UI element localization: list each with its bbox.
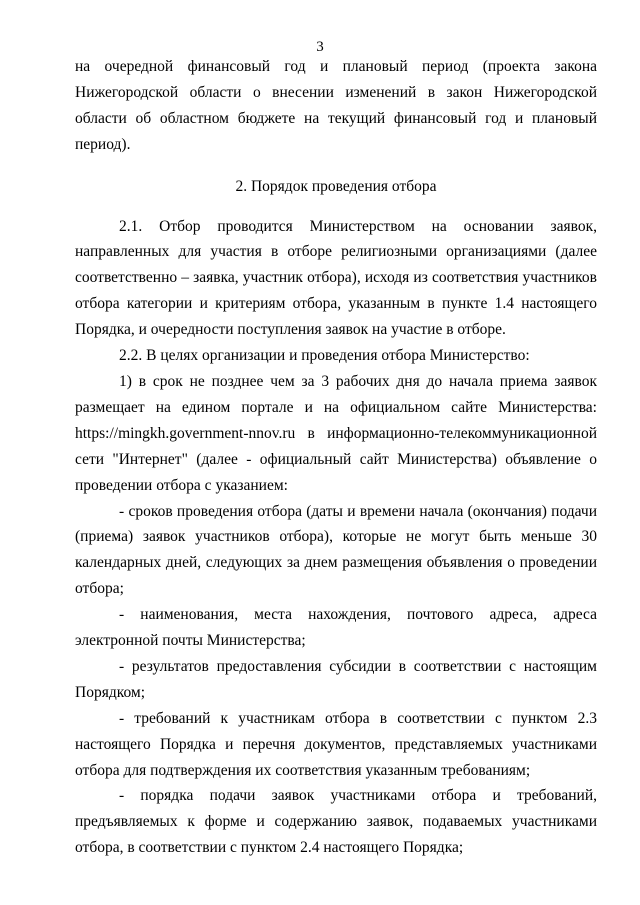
paragraph-2-2: 2.2. В целях организации и проведения отбора Министерство: xyxy=(119,347,530,365)
list-item-deadlines: - сроков проведения отбора (даты и времени начала (окончания) подачи (приема) заявок участников отбора), которые не могут быть меньше 30 календарных дней, следующих за днем размещения объявления о проведении отбора; xyxy=(75,502,597,598)
paragraph-2-1: 2.1. Отбор проводится Министерством на основании заявок, направленных для участия в отборе религиозными организациями (далее соответственно – заявка, участник отбора), исходя из соответствия участников отбора категории и критериям отбора, указанным в пункте 1.4 настоящего Порядка, и очередности поступления заявок на участие в отборе. xyxy=(75,217,597,339)
list-item-application-procedure: - порядка подачи заявок участниками отбора и требований, предъявляемых к форме и содержанию заявок, подаваемых участниками отбора, в соответствии с пунктом 2.4 настоящего Порядка; xyxy=(75,787,597,857)
paragraph-item-1: 1) в срок не позднее чем за 3 рабочих дня до начала приема заявок размещает на едином портале и на официальном сайте Министерства: https://mingkh.government-nnov.ru в информационно-телекоммуникационной сети "Интернет" (далее - официальный сайт Министерства) объявление о проведении отбора с указанием: xyxy=(75,372,597,494)
document-body xyxy=(75,54,597,861)
list-item-subsidy-results: - результатов предоставления субсидии в соответствии с настоящим Порядком; xyxy=(75,657,597,701)
list-item-participant-requirements: - требований к участникам отбора в соответствии с пунктом 2.3 настоящего Порядка и перечня документов, представляемых участниками отбора для подтверждения их соответствия указанным требованиям; xyxy=(75,709,597,779)
list-item-ministry-contacts: - наименования, места нахождения, почтового адреса, адреса электронной почты Министерства; xyxy=(75,606,597,650)
section-heading: 2. Порядок проведения отбора xyxy=(235,177,437,195)
page-number: 3 xyxy=(316,39,324,55)
paragraph-continuation: на очередной финансовый год и плановый период (проекта закона Нижегородской области о внесении изменений в закон Нижегородской области об областном бюджете на текущий финансовый год и плановый период). xyxy=(75,58,597,153)
